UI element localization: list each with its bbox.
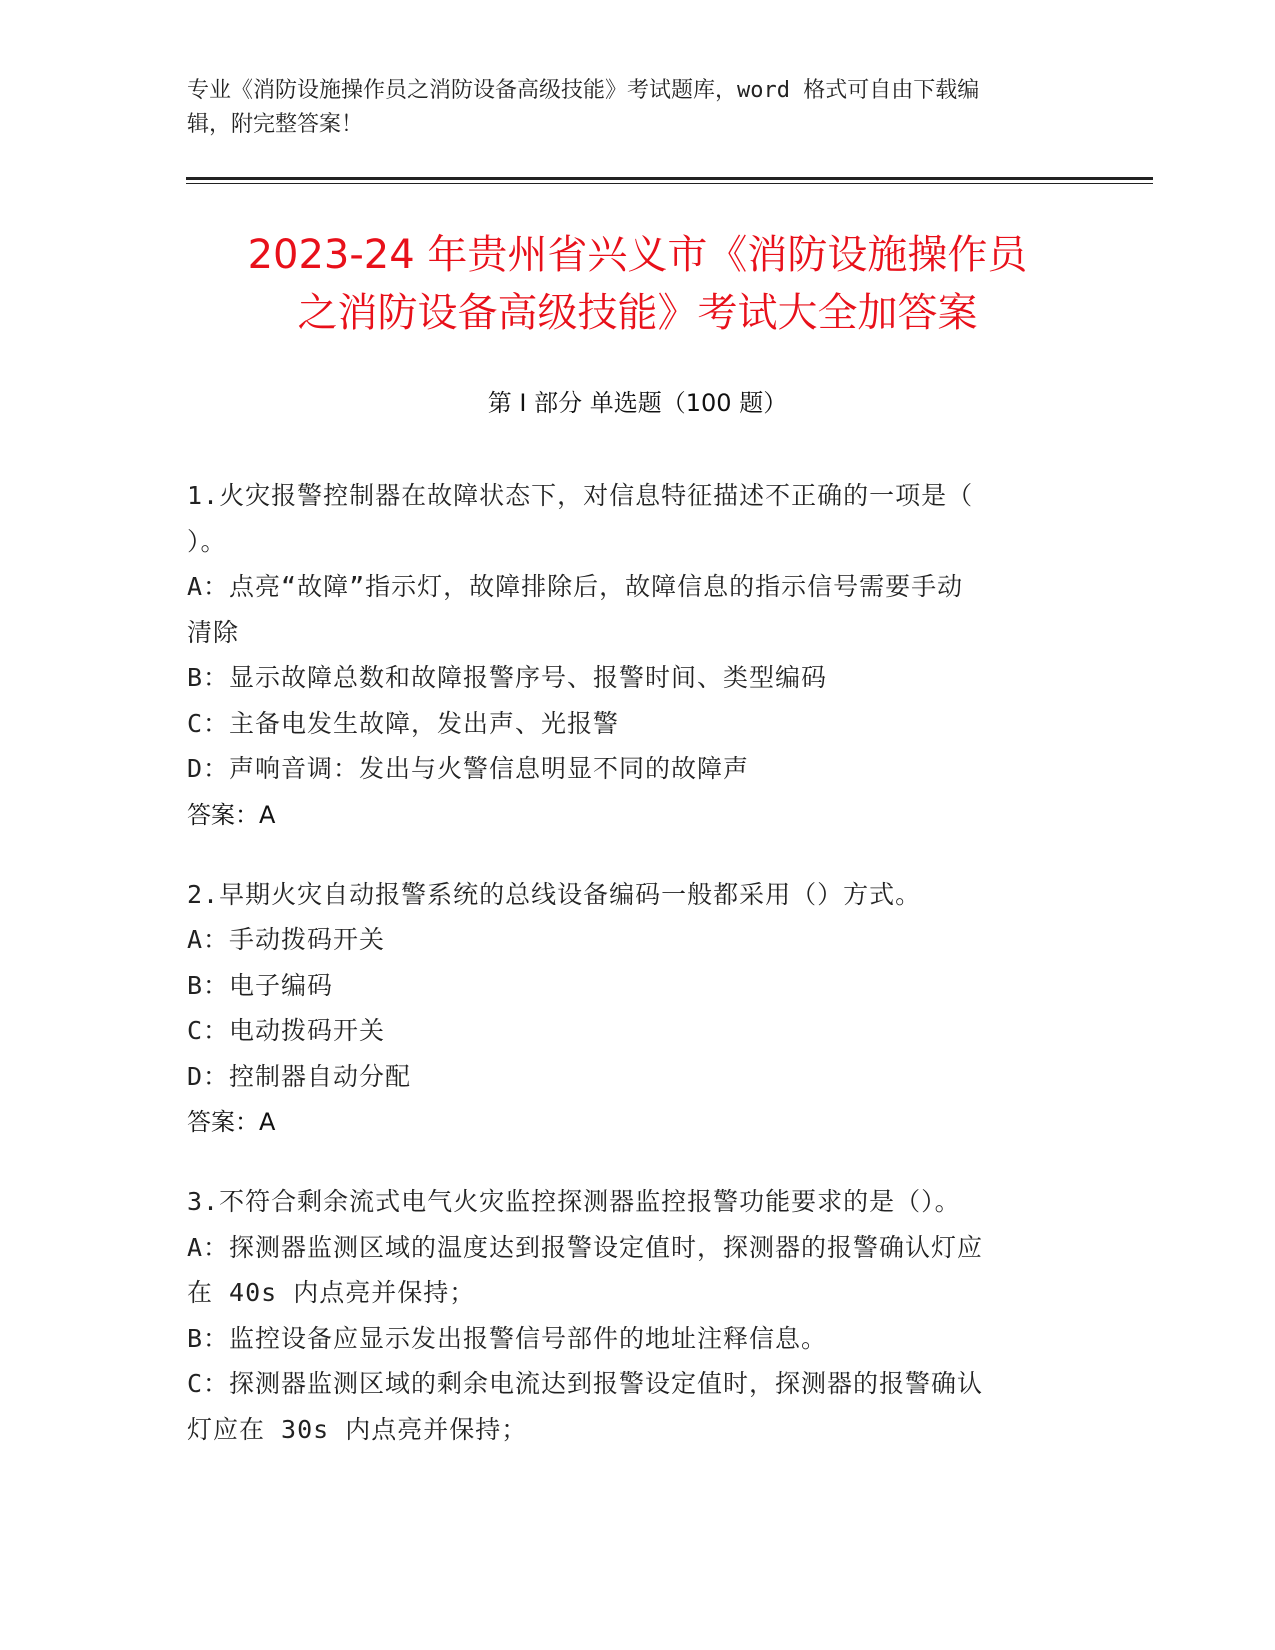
header-note-line: 辑，附完整答案！: [187, 112, 364, 137]
answer-label: 答案：A: [187, 800, 276, 829]
question-text: 1.火灾报警控制器在故障状态下，对信息特征描述不正确的一项是（: [187, 481, 974, 510]
option-b: B：电子编码: [187, 970, 334, 1000]
option-a: A：探测器监测区域的温度达到报警设定值时，探测器的报警确认灯应: [187, 1232, 984, 1262]
question-text: 2.早期火灾自动报警系统的总线设备编码一般都采用（）方式。: [187, 879, 922, 909]
document-title: [150, 226, 1125, 342]
option-c: C：探测器监测区域的剩余电流达到报警设定值时，探测器的报警确认: [187, 1369, 984, 1398]
question-text: 3.不符合剩余流式电气火灾监控探测器监控报警功能要求的是（）。: [187, 1187, 961, 1216]
section-heading: 第 I 部分 单选题（100 题）: [487, 389, 788, 417]
title-line: 之消防设备高级技能》考试大全加答案: [297, 290, 978, 336]
option-b: B：监控设备应显示发出报警信号部件的地址注释信息。: [187, 1323, 828, 1353]
option-c: C：电动拨码开关: [187, 1016, 386, 1045]
answer-label: 答案：A: [187, 1108, 276, 1136]
header-note: [187, 74, 1067, 142]
question-text: ）。: [187, 526, 227, 556]
option-b: B：显示故障总数和故障报警序号、报警时间、类型编码: [187, 663, 828, 692]
option-a: 清除: [187, 617, 240, 647]
option-d: D：控制器自动分配: [187, 1061, 412, 1091]
title-line: 2023-24 年贵州省兴义市《消防设施操作员: [247, 232, 1028, 278]
option-c: C：主备电发生故障，发出声、光报警: [187, 708, 620, 738]
header-divider-thick: [186, 177, 1153, 180]
option-c: 灯应在 30s 内点亮并保持；: [187, 1414, 528, 1444]
option-a: A：手动拨码开关: [187, 925, 386, 954]
question-list: [187, 473, 1067, 1486]
question-3: [187, 1179, 1067, 1452]
question-1: [187, 473, 1067, 838]
header-divider-thin: [186, 183, 1153, 184]
option-d: D：声响音调：发出与火警信息明显不同的故障声: [187, 754, 750, 783]
option-a: 在 40s 内点亮并保持；: [187, 1278, 476, 1307]
question-2: [187, 872, 1067, 1146]
option-a: A：点亮“故障”指示灯，故障排除后，故障信息的指示信号需要手动: [187, 572, 964, 601]
header-note-line: 专业《消防设施操作员之消防设备高级技能》考试题库，word 格式可自由下载编: [187, 78, 980, 103]
